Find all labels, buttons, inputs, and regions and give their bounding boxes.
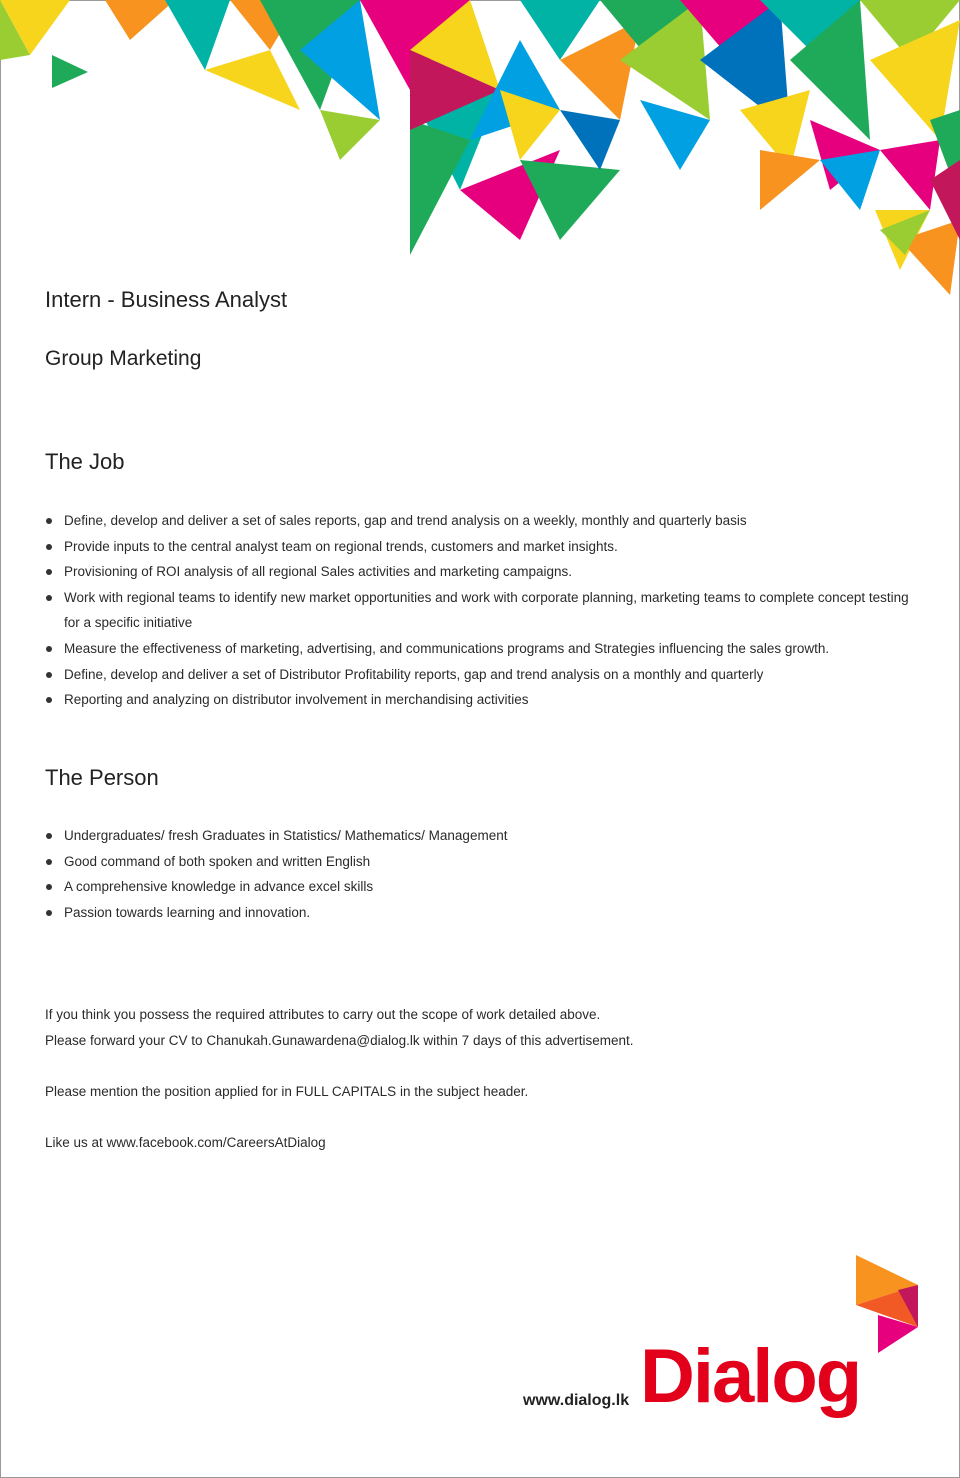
list-item: Provisioning of ROI analysis of all regional Sales activities and marketing campaigns. [45,559,915,585]
list-item: Measure the effectiveness of marketing, advertising, and communications programs and Strategies influencing the sales growth. [45,636,915,662]
list-item: Undergraduates/ fresh Graduates in Statistics/ Mathematics/ Management [45,823,915,849]
dialog-logo [520,1255,930,1435]
contact-line-email: Please forward your CV to Chanukah.Gunawardena@dialog.lk within 7 days of this advertisement. [45,1033,634,1048]
list-item: Good command of both spoken and written English [45,849,915,875]
job-title: Intern - Business Analyst [45,287,288,312]
contact-line-facebook: Like us at www.facebook.com/CareersAtDialog [45,1135,326,1150]
decorative-triangle-banner [0,0,960,300]
list-item: Work with regional teams to identify new market opportunities and work with corporate planning, marketing teams to complete concept testing for a specific initiative [45,585,915,636]
contact-line-subject: Please mention the position applied for in FULL CAPITALS in the subject header. [45,1084,529,1099]
contact-line-attributes: If you think you possess the required attributes to carry out the scope of work detailed above. [45,1007,601,1022]
list-item: Define, develop and deliver a set of sales reports, gap and trend analysis on a weekly, monthly and quarterly basis [45,508,915,534]
department: Group Marketing [45,347,202,370]
list-item: A comprehensive knowledge in advance excel skills [45,874,915,900]
website-link[interactable]: www.dialog.lk [523,1392,630,1409]
dialog-wordmark: Dialog [640,1334,861,1419]
job-responsibilities-list [45,508,915,713]
person-requirements-list [45,823,915,925]
person-section-heading: The Person [45,765,159,790]
job-section-heading: The Job [45,449,125,474]
list-item: Provide inputs to the central analyst team on regional trends, customers and market insights. [45,534,915,560]
list-item: Define, develop and deliver a set of Distributor Profitability reports, gap and trend analysis on a monthly and quarterly [45,662,915,688]
list-item: Reporting and analyzing on distributor involvement in merchandising activities [45,687,915,713]
list-item: Passion towards learning and innovation. [45,900,915,926]
